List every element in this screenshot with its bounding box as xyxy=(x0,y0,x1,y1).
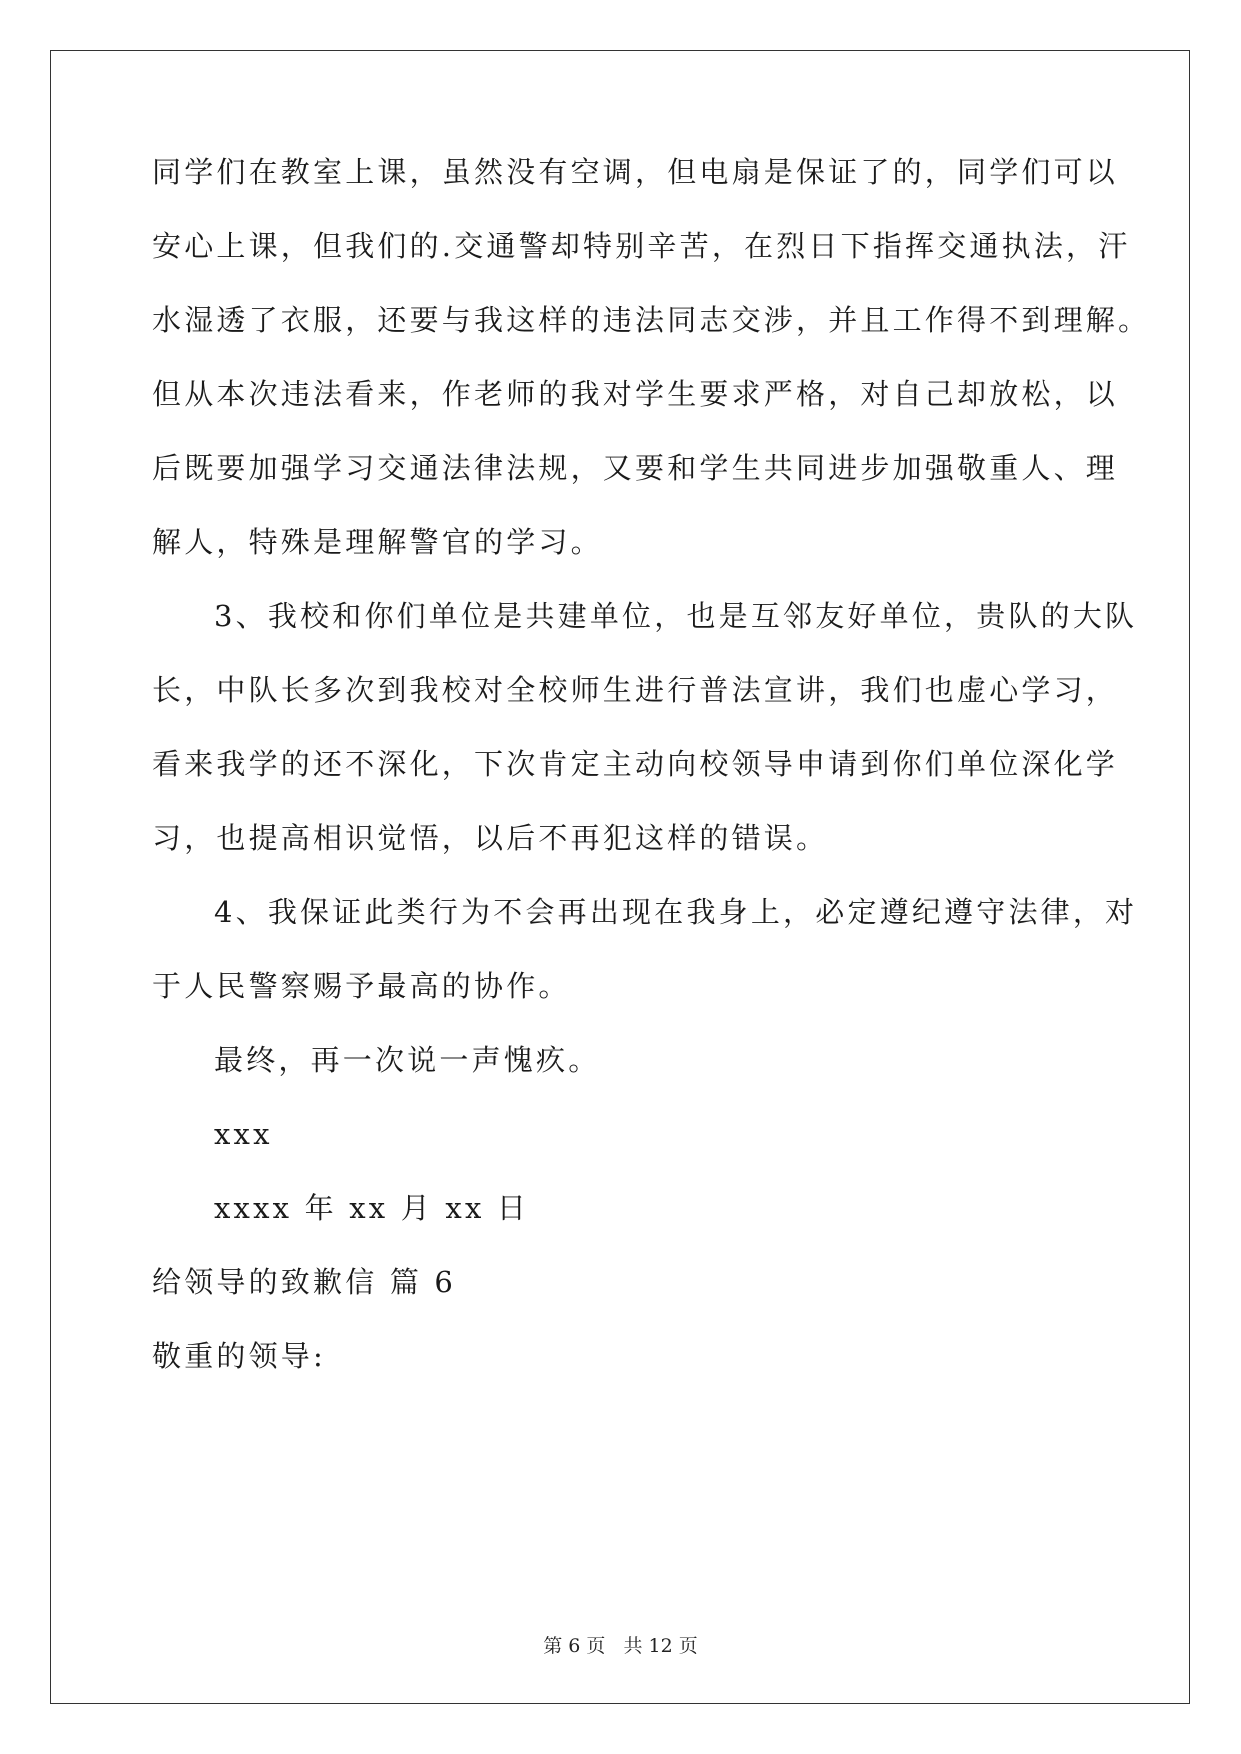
page-border xyxy=(50,50,1190,1704)
paragraph-line: 同学们在教室上课，虽然没有空调，但电扇是保证了的，同学们可以 xyxy=(152,155,1119,189)
page-number: 第 6 页 xyxy=(543,1635,606,1657)
page-total: 共 12 页 xyxy=(623,1635,698,1657)
paragraph-line: 于人民警察赐予最高的协作。 xyxy=(152,969,571,1003)
paragraph-line: 看来我学的还不深化，下次肯定主动向校领导申请到你们单位深化学 xyxy=(152,747,1119,781)
salutation: 敬重的领导: xyxy=(152,1339,326,1373)
paragraph-line: 习，也提高相识觉悟，以后不再犯这样的错误。 xyxy=(152,821,829,855)
paragraph-line: 解人，特殊是理解警官的学习。 xyxy=(152,525,603,559)
signature: xxx xyxy=(214,1117,273,1151)
paragraph-line: 4、我保证此类行为不会再出现在我身上，必定遵纪遵守法律，对 xyxy=(214,895,1138,929)
page-footer xyxy=(0,1634,1241,1658)
paragraph-line: 水湿透了衣服，还要与我这样的违法同志交涉，并且工作得不到理解。 xyxy=(152,303,1151,337)
paragraph-line: 后既要加强学习交通法律法规，又要和学生共同进步加强敬重人、理 xyxy=(152,451,1119,485)
paragraph-line: 但从本次违法看来，作老师的我对学生要求严格，对自己却放松，以 xyxy=(152,377,1119,411)
section-title: 给领导的致歉信 篇 6 xyxy=(152,1265,457,1299)
paragraph-line: 长，中队长多次到我校对全校师生进行普法宣讲，我们也虚心学习， xyxy=(152,673,1119,707)
paragraph-line: 3、我校和你们单位是共建单位，也是互邻友好单位，贵队的大队 xyxy=(214,599,1138,633)
date-line: xxxx 年 xx 月 xx 日 xyxy=(214,1191,530,1225)
closing-line: 最终，再一次说一声愧疚。 xyxy=(214,1043,601,1077)
paragraph-line: 安心上课，但我们的.交通警却特别辛苦，在烈日下指挥交通执法，汗 xyxy=(152,229,1131,263)
